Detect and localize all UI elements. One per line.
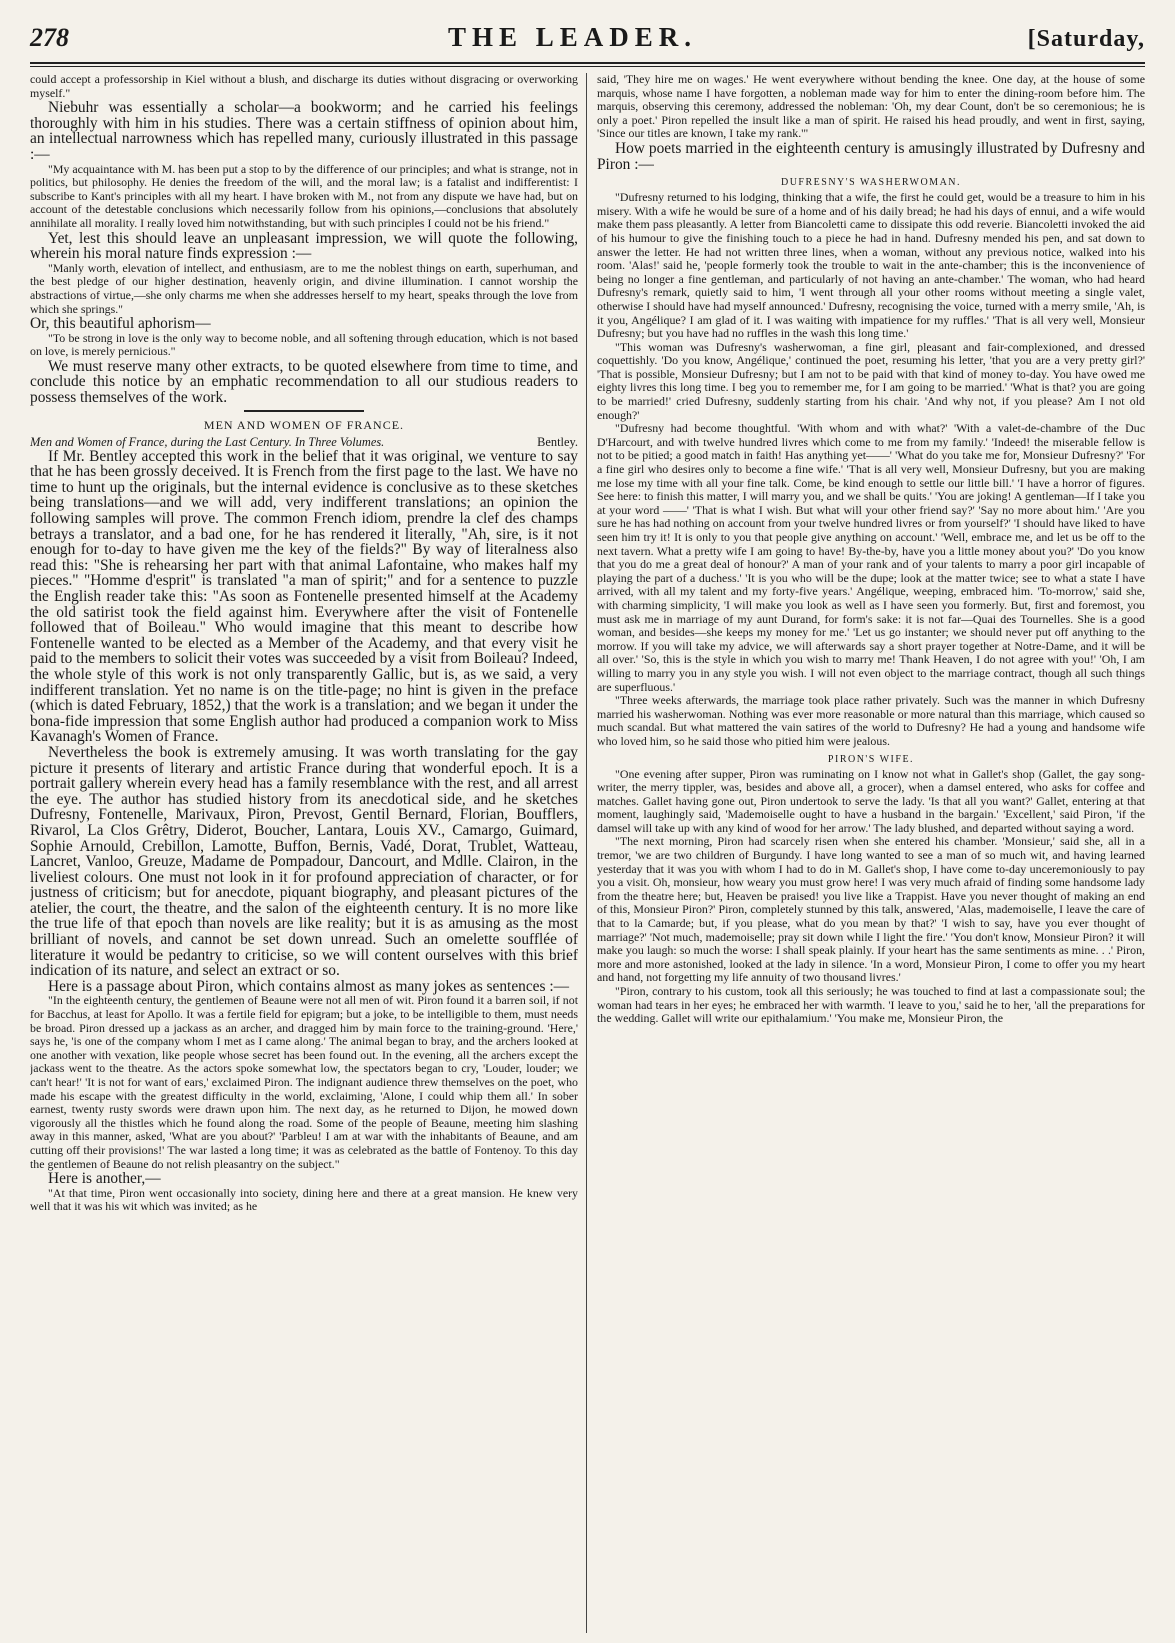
right-column xyxy=(586,73,1145,1633)
paragraph: Yet, lest this should leave an unpleasant impression, we will quote the following, wherein his moral nature finds expression :— xyxy=(30,229,578,263)
paragraph: We must reserve many other extracts, to be quoted elsewhere from time to time, and conclude this notice by an emphatic recommendation to all our studious readers to possess themselves of the work. xyxy=(30,357,578,407)
block-quote: "In the eighteenth century, the gentlemen of Beaune were not all men of wit. Piron found it a barren soil, if not for Bacchus, at least for Apollo. It was a fertile field for epigram; but a joke, to be intelligible to them, must needs be broad. Piron dressed up a jackass as an archer, and dragged him by main force to the training-ground. 'Here,' says he, 'is one of the company whom I met as I came along.' The animal began to bray, and the archers looked at one another with vexation, like people whose secret has been found out. In the evening, all the archers except the jackass went to the theatre. As the actors spoke somewhat low, the spectators began to cry, 'Louder, louder; we can't hear!' 'It is not for want of ears,' exclaimed Piron. The indignant audience threw themselves on the poet, who made his escape with the greatest difficulty in the world, exclaiming, 'Alone, I could whip them all.' In sober earnest, twenty rusty swords were drawn upon him. The next day, as he returned to Dijon, he mowed down vigorously all the thistles which he found along the road. Some of the people of Beaune, meeting him slashing away in this manner, asked, 'What are you about?' 'Parbleu! I am at war with the inhabitants of Beaune, and am cutting off their provisions!' The war lasted a long time; it was as celebrated as the battle of Fontenoy. To this day the gentlemen of Beaune do not relish pleasantry on the subject." xyxy=(30,993,578,1171)
block-quote: "One evening after supper, Piron was ruminating on I know not what in Gallet's shop (Gallet, the gay song-writer, the merry tippler, was, besides and above all, a grocer), when a damsel entered, who asks for coffee and matches. Gallet having gone out, Piron undertook to serve the lady. 'Is that all you want?' Gallet, entering at that moment, laughingly said, 'Mademoiselle ought to have a husband in the bargain.' 'Excellent,' said Piron, 'if the damsel will take up with any kind of wood for her arrow.' The lady blushed, and departed without saying a word. xyxy=(597,766,1145,835)
section-rule xyxy=(244,410,364,412)
paragraph: Or, this beautiful aphorism— xyxy=(30,315,211,333)
left-column xyxy=(30,73,586,1633)
block-quote: "This woman was Dufresny's washerwoman, a fine girl, pleasant and fair-complexioned, and dressed coquettishly. 'Do you know, Angélique,' continued the poet, resuming his letter, 'that you are a very pretty girl?' 'That is possible, Monsieur Dufresny; but I am not to be paid with that kind of money to-day. You have owed me eighty livres this long time. I beg you to remember me, for I am going to be married.' 'What is that? you are going to be married!' cried Dufresny, suddenly starting from his chair. 'And why not, if you please? Am I not old enough?' xyxy=(597,339,1145,422)
book-title: Men and Women of France, during the Last Century. In Three Volumes. xyxy=(30,434,385,449)
block-quote: "The next morning, Piron had scarcely risen when she entered his chamber. 'Monsieur,' said she, all in a tremor, 'we are two children of Burgundy. I have long wanted to see a man of so much wit, and having learned yesterday that it was you with whom I had to do in M. Gallet's shop, I have come to-day unceremoniously to pay you a visit. Oh, monsieur, how weary you must grow here! I was very much afraid of finding some handsome lady from the theatre here; but, Heaven be praised! you live like a Trappist. Have you never thought of making an end of this, Monsieur Piron?' Piron, completely stunned by this talk, answered, 'Alas, mademoiselle, I leave the care of that to la Camarde; but, if you please, what do you mean by that?' 'I wish to say, have you ever thought of marriage?' 'Not much, mademoiselle; pray sit down while I light the fire.' 'You don't know, Monsieur Piron? it will make you laugh: so much the worse: I shall speak plainly. If your heart has the same sentiments as mine. . .' Piron, more and more astonished, looked at the lady in silence. 'In a word, Monsieur Piron, I come to offer you my heart and hand, not forgetting my life annuity of two thousand livres.' xyxy=(597,834,1145,985)
paragraph: could accept a professorship in Kiel without a blush, and discharge its duties without disgracing or overworking myself." xyxy=(30,73,578,100)
block-quote: "Dufresny returned to his lodging, thinking that a wife, the first he could get, would be a treasure to him in his misery. With a wife he would be sure of a home and of his daily bread; he had his days of ennui, and a wife would make them pass pleasantly. A letter from Biancoletti came to dissipate this odd reverie. Biancoletti invoked the aid of his humour to give the finishing touch to a piece he had in hand. Dufresny mended his pen, and sat down to answer the letter. He had not written three lines, when a woman, without any previous notice, walked into his room. 'Alas!' said he, 'people formerly took the trouble to wait in the ante-chamber; this is the inconvenience of being no longer a fine gentleman, and particularly of not having an ante-chamber.' The woman, who had heard Dufresny's remark, quietly said to him, 'I went through all your other rooms without meeting a single valet, otherwise I should have had myself announced.' Dufresny, recognising the voice, turned with a merry smile, 'Ah, is it you, Angélique? I am glad of it. I was waiting with impatience for my ruffles.' 'That is all very well, Monsieur Dufresny; but you have had no ruffles in the wash this long time.' xyxy=(597,190,1145,341)
masthead-rule xyxy=(30,62,1145,67)
block-quote: "Three weeks afterwards, the marriage took place rather privately. Such was the manner in which Dufresny married his washerwoman. Nothing was ever more reasonable or more natural than this marriage, which caused so much scandal. But what mattered the vain satires of the world to Dufresny? He had a young and handsome wife who loved him, so he said those who pitied him were jealous. xyxy=(597,693,1145,748)
subheading: DUFRESNY'S WASHERWOMAN. xyxy=(780,177,962,189)
block-quote: "My acquaintance with M. has been put a stop to by the difference of our principles; and what is strange, not in politics, but philosophy. He denies the freedom of the will, and the moral law; is a fatalist and indifferentist: I subscribe to Kant's principles with all my heart. I have broken with M., not from any dispute we have had, but on account of the detestable conclusions which necessarily follow from his opinions,—conclusions that absolutely annihilate all morality. I really loved him notwithstanding, but with such principles I could not be his friend." xyxy=(30,161,578,230)
columns xyxy=(30,73,1145,1633)
paragraph: Niebuhr was essentially a scholar—a bookworm; and he carried his feelings thoroughly with him in his studies. There was a certain stiffness of opinion about him, an intellectual narrowness which has repelled many, curiously illustrated in this passage :— xyxy=(30,99,578,163)
section-title: MEN AND WOMEN OF FRANCE. xyxy=(203,417,405,432)
masthead xyxy=(30,22,1145,58)
paragraph: Here is another,— xyxy=(48,1170,161,1188)
block-quote: "Dufresny had become thoughtful. 'With whom and with what?' 'With a valet-de-chambre of the Duc D'Harcourt, and with twelve hundred livres which come to me from my family.' 'Indeed! the miserable fellow is not to be pitied; a good match in faith! Has anything yet——' 'What do you take me for, Monsieur Dufresny?' 'For a fine girl who desires only to become a fine wife.' 'That is all very well, Monsieur Dufresny, but you are making me lose my time with all your fine talk. Come, be kind enough to settle our little bill.' 'I have a horror of figures. See here: to finish this matter, I will marry you, and we shall be quits.' 'You are joking! A gentleman—If I take you at your word ——' 'That is what I wish. But what will your other friend say?' 'Say no more about him.' 'Are you sure he has had nothing on account from your twelve hundred livres or from yourself?' 'I should have liked to have seen him try it! It is only to you that people give anything on account.' 'Well, embrace me, and let us be off to the next tavern. What a pretty wife I am going to have! By-the-by, have you a little money about you?' 'Do you know that you do me a great deal of honour?' A man of your rank and of your talents to marry a poor girl incapable of playing the part of a duchess.' 'It is you who will be the dupe; look at the matter twice; see to what a state I have arrived, with all my talent and my forty-five years.' Angélique, weeping, embraced him. 'To-morrow,' said she, with charming simplicity, 'I will make you look as well as I have seen you formerly. But, first and foremost, you must ask me in marriage of my aunt Durand, for form's sake: it is not far—Quai des Tournelles. She is a good woman, and besides—she keeps my money for me.' 'Let us go instanter; we should never put off anything to the morrow. If you will take my advice, we will afterwards say a short prayer together at Notre-Dame, and it will be all over.' 'So, this is the style in which you wish to marry me! Thank Heaven, I do not agree with you!' 'Oh, I am willing to marry you in any style you wish. I will not even object to the marriage contract, though all such things are superfluous.' xyxy=(597,421,1145,694)
block-quote: "Piron, contrary to his custom, took all this seriously; he was touched to find at last a compassionate soul; the woman had tears in her eyes; he embraced her with warmth. 'I leave to you,' said he to her, 'all the preparations for the wedding. Gallet will write our epithalamium.' 'You make me, Monsieur Piron, the xyxy=(597,984,1145,1026)
block-quote: "Manly worth, elevation of intellect, and enthusiasm, are to me the noblest things on earth, superhuman, and the best pledge of our higher destination, heavenly origin, and divine illumination. I cannot worship the abstractions of virtue,—she only charms me when she addresses herself to my heart, speaks through the love from which she springs." xyxy=(30,260,578,316)
subheading: PIRON'S WIFE. xyxy=(827,753,915,765)
paragraph: Here is a passage about Piron, which contains almost as many jokes as sentences :— xyxy=(48,977,570,995)
book-citation xyxy=(30,435,578,449)
issue-day: [Saturday, xyxy=(1027,26,1145,52)
book-publisher: Bentley. xyxy=(537,434,578,449)
paragraph: If Mr. Bentley accepted this work in the belief that it was original, we venture to say that he has been grossly deceived. It is French from the first page to the last. We have no time to hunt up the originals, but the internal evidence is conclusive as to these sketches being translations—and we will add, very indifferent translations; an opinion the following samples will prove. The common French idiom, prendre la clef des champs betrays a translator, and a bad one, for he has rendered it literally, "Ah, sire, is it not enough for to-day to have given me the key of the fields?" By way of literalness also read this: "She is rehearsing her part with that animal Lafontaine, who makes half my pieces." "Homme d'esprit" is translated "a man of spirit;" and for a sentence to puzzle the English reader take this: "As soon as Fontenelle presented himself at the Academy the old satirist took the field against him. Everywhere after the visit of Fontenelle followed that of Boileau." Who would imagine that this meant to describe how Fontenelle wanted to be elected as a Member of the Academy, and that every visit he paid to the members to solicit their votes was succeeded by a visit from Boileau? Indeed, the whole style of this work is not only transparently Gallic, but is, as we said, a very indifferent translation. Yet no name is on the title-page; no hint is given in the preface (which is dated February, 1852,) that the work is a translation; and we began it under the bona-fide impression that some English author had produced a companion work to Miss Kavanagh's Women of France. xyxy=(30,447,578,746)
newspaper-title: THE LEADER. xyxy=(447,22,698,52)
block-quote: "At that time, Piron went occasionally into society, dining here and there at a great mansion. He knew very well that it was his wit which was invited; as he xyxy=(30,1185,578,1214)
block-quote: "To be strong in love is the only way to become noble, and all softening through education, which is not based on love, is merely pernicious." xyxy=(30,330,578,359)
page-number: 278 xyxy=(30,23,69,52)
block-quote: said, 'They hire me on wages.' He went everywhere without bending the knee. One day, at the house of some marquis, whose name I have forgotten, a nobleman made way for him to enter the dining-room before him. The marquis, observing this ceremony, addressed the nobleman: 'Oh, my dear Count, don't be so ceremonious; he is only a poet.' Piron repelled the insult like a man of spirit. He raised his head proudly, and went in first, saying, 'Since our titles are known, I take my rank.'" xyxy=(597,73,1145,141)
paragraph: How poets married in the eighteenth century is amusingly illustrated by Dufresny and Piron :— xyxy=(597,139,1145,173)
paragraph: Nevertheless the book is extremely amusing. It was worth translating for the gay picture it presents of literary and artistic France during that wonderful epoch. It is a portrait gallery wherein every head has a family resemblance with the rest, and all arrest the eye. The author has studied history from its anecdotical side, and he sketches Dufresny, Fontenelle, Marivaux, Piron, Prevost, Gentil Bernard, Florian, Boufflers, Rivarol, La Clos Grêtry, Diderot, Boucher, Lantara, Louis XV., Camargo, Guimard, Sophie Arnould, Crebillon, Lamotte, Buffon, Bernis, Vadé, Dorat, Trublet, Watteau, Lancret, Vanloo, Greuze, Madame de Pompadour, Dancourt, and Mdlle. Clairon, in the liveliest colours. One must not look in it for profound appreciation of character, or for justness of criticism; but for anecdote, piquant biography, and pleasant pictures of the atelier, the court, the theatre, and the salon of the eighteenth century. It is no more like the true life of that epoch than novels are like reality; but it is as amusing as the most brilliant of novels, and cannot be set down unread. Such an omelette soufflée of literature it would be pedantry to criticise, so we will content ourselves with this brief indication of its nature, and select an extract or so. xyxy=(30,743,578,980)
